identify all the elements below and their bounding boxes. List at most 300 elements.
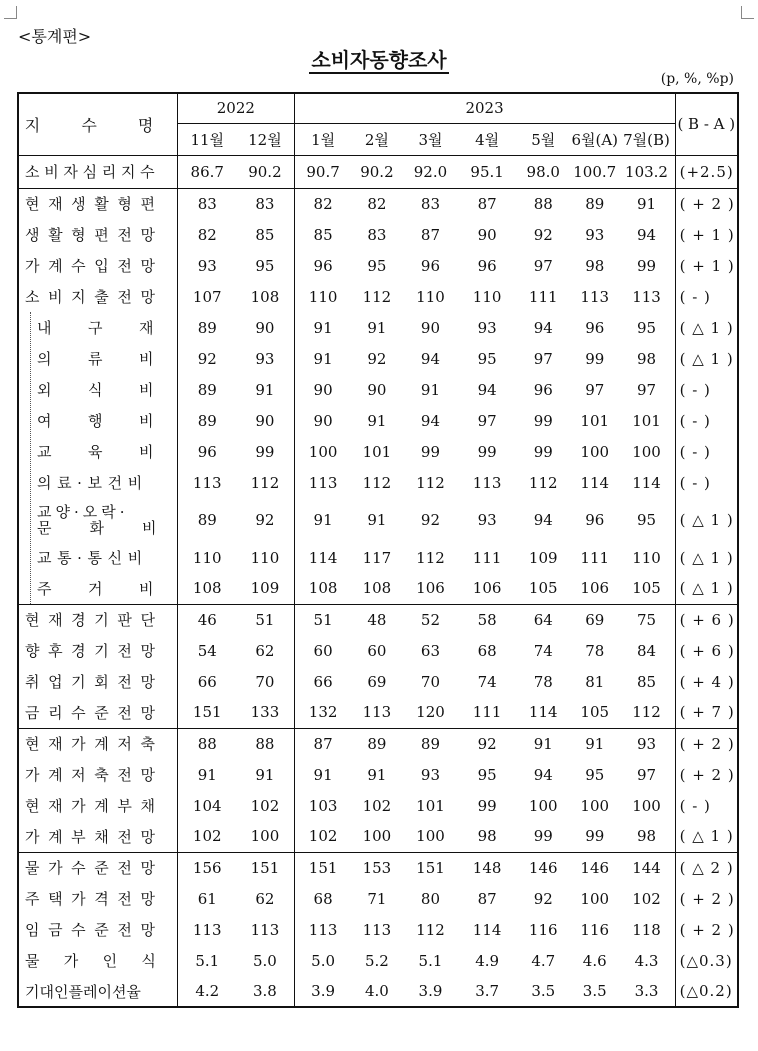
row-label-text: 교양·오락· [37, 503, 129, 521]
value-cell: 102 [236, 790, 294, 821]
value-cell: 87 [420, 225, 441, 244]
value-cell: 96 [477, 256, 497, 275]
value-cell: 93 [236, 343, 294, 374]
value-cell: 91 [618, 188, 675, 219]
value-cell: 5.1 [418, 951, 443, 970]
value-cell: 91 [236, 374, 294, 405]
diff-cell: (△0.2) [679, 982, 733, 1000]
value-cell: 113 [362, 703, 392, 722]
diff-cell: ( + 4 ) [679, 672, 735, 691]
value-cell: 90 [313, 380, 333, 399]
value-cell: 74 [477, 672, 497, 691]
value-cell: 91 [420, 380, 441, 399]
value-cell: 96 [420, 256, 441, 275]
value-cell: 91 [236, 759, 294, 790]
table-row [18, 883, 738, 914]
value-cell: 90 [477, 225, 497, 244]
value-cell: 111 [472, 548, 502, 567]
value-cell: 92 [533, 889, 553, 908]
value-cell: 51 [294, 604, 352, 635]
value-cell: 90.2 [236, 155, 294, 188]
row-label [18, 852, 178, 883]
value-cell: 97 [533, 256, 553, 275]
value-cell: 51 [236, 604, 294, 635]
value-cell: 99 [533, 827, 553, 846]
value-cell: 91 [367, 318, 387, 337]
value-cell: 112 [362, 473, 392, 492]
value-cell: 91 [367, 511, 387, 529]
value-cell: 3.8 [236, 976, 294, 1007]
value-cell: 113 [192, 920, 222, 939]
value-cell: 100 [618, 436, 675, 467]
row-label-text: 물가인식 [25, 952, 181, 970]
diff-cell: ( - ) [679, 411, 711, 430]
value-cell: 90 [367, 380, 387, 399]
value-cell: 85 [313, 225, 333, 244]
value-cell: 113 [192, 473, 222, 492]
diff-cell: ( △ 1 ) [679, 579, 734, 598]
value-cell: 68 [313, 889, 333, 908]
value-cell: 106 [416, 579, 445, 598]
value-cell: 100 [308, 442, 338, 461]
diff-cell: ( △ 1 ) [679, 349, 734, 368]
row-label [18, 281, 178, 312]
value-cell: 101 [580, 411, 610, 430]
table-row [18, 188, 738, 219]
row-label [18, 250, 178, 281]
value-cell: 101 [362, 442, 392, 461]
month-header: 12월 [236, 123, 294, 155]
value-cell: 103 [308, 796, 338, 815]
value-cell: 100 [580, 442, 610, 461]
value-cell: 4.7 [531, 951, 556, 970]
row-label-text: 주택가격전망 [25, 890, 164, 908]
row-label-text: 여행비 [37, 412, 190, 430]
value-cell: 80 [420, 889, 441, 908]
diff-cell: ( + 6 ) [679, 641, 735, 660]
row-label-text: 주거비 [37, 579, 190, 598]
value-cell: 89 [197, 411, 217, 430]
row-label-text: 현재가계저축 [25, 735, 164, 754]
value-cell: 94 [533, 318, 553, 337]
value-cell: 89 [197, 318, 217, 337]
table-row [18, 976, 738, 1007]
value-cell: 94 [618, 219, 675, 250]
row-label-text: 생활형편전망 [25, 226, 164, 244]
value-cell: 69 [571, 604, 618, 635]
diff-cell: ( - ) [679, 380, 711, 399]
value-cell: 90 [236, 405, 294, 436]
month-header: 5월 [515, 123, 571, 155]
value-cell: 87 [477, 889, 497, 908]
value-cell: 90 [236, 312, 294, 343]
row-label [18, 697, 178, 728]
row-label [18, 945, 181, 976]
value-cell: 94 [533, 511, 553, 529]
row-label [18, 666, 178, 697]
value-cell: 112 [416, 473, 445, 492]
value-cell: 114 [580, 473, 610, 492]
table-row [18, 945, 738, 976]
value-cell: 110 [236, 542, 294, 573]
value-cell: 113 [308, 473, 338, 492]
value-cell: 95.1 [459, 155, 516, 188]
value-cell: 96 [313, 256, 333, 275]
value-cell: 112 [416, 548, 445, 567]
value-cell: 83 [402, 188, 459, 219]
value-cell: 133 [236, 697, 294, 728]
value-cell: 3.3 [618, 976, 675, 1007]
value-cell: 99 [533, 442, 553, 461]
row-label [18, 914, 178, 945]
value-cell: 106 [580, 579, 610, 598]
value-cell: 144 [618, 852, 675, 883]
value-cell: 114 [618, 467, 675, 498]
value-cell: 78 [585, 641, 605, 660]
row-label [18, 573, 190, 604]
name-header-text: 지 수 명 [24, 115, 172, 135]
value-cell: 97 [533, 349, 553, 368]
table-row [18, 374, 738, 405]
row-label-text: 의류비 [37, 350, 190, 368]
value-cell: 91 [367, 765, 387, 784]
value-cell: 93 [477, 511, 497, 529]
value-cell: 92 [367, 349, 387, 368]
value-cell: 112 [528, 473, 558, 492]
value-cell: 112 [618, 697, 675, 728]
value-cell: 74 [533, 641, 553, 660]
value-cell: 95 [367, 256, 387, 275]
value-cell: 97 [618, 374, 675, 405]
value-cell: 90 [420, 318, 441, 337]
value-cell: 100 [580, 796, 610, 815]
value-cell: 148 [459, 852, 516, 883]
value-cell: 113 [362, 920, 392, 939]
value-cell: 112 [416, 920, 445, 939]
value-cell: 95 [585, 765, 605, 784]
diff-cell: ( + 7 ) [679, 703, 735, 722]
section-label: <통계편> [18, 27, 92, 46]
row-label [18, 436, 190, 467]
value-cell: 102 [362, 796, 392, 815]
value-cell: 91 [313, 765, 333, 784]
value-cell: 110 [472, 287, 502, 306]
year-header: 2022 [178, 93, 294, 123]
value-cell: 151 [294, 852, 352, 883]
value-cell: 94 [420, 349, 441, 368]
row-label [18, 883, 178, 914]
value-cell: 111 [580, 548, 610, 567]
value-cell: 75 [618, 604, 675, 635]
value-cell: 101 [416, 796, 445, 815]
diff-cell: ( - ) [679, 287, 711, 306]
value-cell: 99 [236, 436, 294, 467]
value-cell: 98.0 [515, 155, 571, 188]
value-cell: 82 [352, 188, 402, 219]
value-cell: 111 [472, 703, 502, 722]
month-header: 2월 [352, 123, 402, 155]
value-cell: 4.3 [618, 945, 675, 976]
diff-cell: ( - ) [679, 442, 711, 461]
row-label [18, 374, 190, 405]
value-cell: 81 [585, 672, 605, 691]
value-cell: 120 [416, 703, 445, 722]
year-header: 2023 [294, 93, 675, 123]
value-cell: 89 [197, 511, 217, 529]
table-row [18, 250, 738, 281]
row-label-text: 교육비 [37, 443, 190, 461]
value-cell: 99 [533, 411, 553, 430]
value-cell: 93 [585, 225, 605, 244]
value-cell: 85 [236, 219, 294, 250]
value-cell: 92 [236, 498, 294, 542]
table-row [18, 666, 738, 697]
table-row [18, 635, 738, 666]
diff-header: ( B - A ) [675, 93, 738, 155]
value-cell: 105 [580, 703, 610, 722]
value-cell: 146 [515, 852, 571, 883]
value-cell: 87 [459, 188, 516, 219]
row-label [18, 312, 190, 343]
diff-cell: (+2.5) [675, 155, 738, 188]
value-cell: 92 [533, 225, 553, 244]
value-cell: 85 [618, 666, 675, 697]
value-cell: 63 [420, 641, 441, 660]
value-cell: 113 [236, 914, 294, 945]
value-cell: 70 [420, 672, 441, 691]
row-label-text: 물가수준전망 [25, 859, 164, 878]
value-cell: 89 [402, 728, 459, 759]
table-row [18, 852, 738, 883]
table-row [18, 498, 738, 542]
value-cell: 96 [585, 318, 605, 337]
document-title-text: 소비자동향조사 [311, 48, 447, 72]
row-label-text: 현재생활형편 [25, 195, 164, 214]
row-label [18, 976, 178, 1007]
value-cell: 60 [313, 641, 333, 660]
value-cell: 91 [367, 411, 387, 430]
table-row [18, 467, 738, 498]
row-label-text: 소비지출전망 [25, 288, 164, 306]
value-cell: 113 [308, 920, 338, 939]
value-cell: 86.7 [178, 155, 237, 188]
value-cell: 94 [533, 765, 553, 784]
value-cell: 94 [477, 380, 497, 399]
value-cell: 91 [313, 349, 333, 368]
row-label-text: 의료·보건비 [37, 474, 148, 492]
diff-cell: ( - ) [679, 473, 711, 492]
value-cell: 94 [420, 411, 441, 430]
value-cell: 114 [528, 703, 558, 722]
value-cell: 97 [477, 411, 497, 430]
row-label [18, 821, 178, 852]
value-cell: 91 [571, 728, 618, 759]
value-cell: 97 [585, 380, 605, 399]
value-cell: 132 [308, 703, 338, 722]
value-cell: 108 [192, 579, 222, 598]
value-cell: 82 [197, 225, 217, 244]
value-cell: 102 [192, 827, 222, 846]
page-corner-mark-right [741, 6, 754, 19]
value-cell: 88 [236, 728, 294, 759]
value-cell: 99 [585, 349, 605, 368]
value-cell: 110 [618, 542, 675, 573]
value-cell: 83 [236, 188, 294, 219]
value-cell: 83 [178, 188, 237, 219]
table-row [18, 728, 738, 759]
value-cell: 54 [197, 641, 217, 660]
value-cell: 93 [420, 765, 441, 784]
value-cell: 66 [197, 672, 217, 691]
value-cell: 108 [308, 579, 338, 598]
table-row [18, 697, 738, 728]
value-cell: 108 [236, 281, 294, 312]
month-header: 11월 [178, 123, 237, 155]
diff-cell: ( △ 1 ) [679, 318, 734, 337]
value-cell: 3.9 [311, 982, 336, 1000]
row-label [18, 155, 178, 188]
row-label [18, 542, 178, 573]
value-cell: 110 [416, 287, 445, 306]
value-cell: 91 [313, 318, 333, 337]
value-cell: 151 [236, 852, 294, 883]
value-cell: 96 [533, 380, 553, 399]
value-cell: 104 [192, 796, 222, 815]
value-cell: 62 [236, 635, 294, 666]
month-header: 6월(A) [571, 123, 618, 155]
row-label [18, 343, 190, 374]
value-cell: 100 [528, 796, 558, 815]
value-cell: 98 [585, 256, 605, 275]
row-label-text: 내구재 [37, 319, 190, 337]
value-cell: 98 [618, 821, 675, 852]
row-label [18, 219, 178, 250]
value-cell: 151 [192, 703, 222, 722]
value-cell: 95 [477, 349, 497, 368]
table-row [18, 759, 738, 790]
value-cell: 96 [585, 511, 605, 529]
value-cell: 5.0 [236, 945, 294, 976]
row-label [18, 188, 178, 219]
table-row [18, 790, 738, 821]
row-label [18, 405, 190, 436]
value-cell: 113 [580, 287, 610, 306]
value-cell: 91 [197, 765, 217, 784]
month-header: 7월(B) [618, 123, 675, 155]
value-cell: 4.9 [475, 951, 500, 970]
value-cell: 110 [192, 548, 222, 567]
value-cell: 95 [236, 250, 294, 281]
value-cell: 84 [618, 635, 675, 666]
diff-cell: ( △ 2 ) [675, 852, 738, 883]
page-corner-mark-left [4, 6, 17, 19]
table-row [18, 821, 738, 852]
header-row-years [18, 93, 738, 123]
table-row [18, 312, 738, 343]
table-row [18, 343, 738, 374]
value-cell: 102 [308, 827, 338, 846]
diff-cell: ( + 6 ) [675, 604, 738, 635]
value-cell: 90 [313, 411, 333, 430]
value-cell: 105 [528, 579, 558, 598]
value-cell: 66 [313, 672, 333, 691]
value-cell: 156 [178, 852, 237, 883]
row-label-text: 소비자심리지수 [25, 163, 160, 181]
table-row [18, 436, 738, 467]
value-cell: 5.2 [364, 951, 389, 970]
value-cell: 109 [236, 573, 294, 604]
row-label-text: 현재경기판단 [25, 611, 164, 630]
value-cell: 114 [308, 548, 338, 567]
diff-cell: ( + 1 ) [679, 256, 735, 275]
value-cell: 153 [352, 852, 402, 883]
row-label-text: 임금수준전망 [25, 921, 164, 939]
value-cell: 4.2 [195, 982, 220, 1000]
value-cell: 93 [618, 728, 675, 759]
diff-cell: ( △ 1 ) [679, 827, 734, 846]
row-label-text: 금리수준전망 [25, 703, 164, 722]
value-cell: 5.1 [195, 951, 220, 970]
value-cell: 151 [402, 852, 459, 883]
value-cell: 106 [472, 579, 502, 598]
value-cell: 111 [528, 287, 558, 306]
value-cell: 117 [362, 548, 392, 567]
value-cell: 92 [459, 728, 516, 759]
value-cell: 105 [618, 573, 675, 604]
row-label-text: 교통·통신비 [37, 549, 148, 567]
table-row [18, 542, 738, 573]
table-row [18, 219, 738, 250]
value-cell: 90.7 [294, 155, 352, 188]
value-cell: 83 [367, 225, 387, 244]
diff-cell: ( + 1 ) [679, 225, 735, 244]
value-cell: 116 [528, 920, 558, 939]
value-cell: 116 [580, 920, 610, 939]
value-cell: 5.0 [311, 951, 336, 970]
table-row [18, 573, 738, 604]
value-cell: 113 [472, 473, 502, 492]
value-cell: 99 [420, 442, 441, 461]
value-cell: 48 [352, 604, 402, 635]
table-row [18, 281, 738, 312]
value-cell: 96 [197, 442, 217, 461]
value-cell: 46 [178, 604, 237, 635]
value-cell: 100 [580, 889, 610, 908]
value-cell: 97 [618, 759, 675, 790]
value-cell: 114 [472, 920, 502, 939]
diff-cell: ( + 2 ) [675, 728, 738, 759]
row-label [18, 635, 178, 666]
value-cell: 88 [178, 728, 237, 759]
month-header: 3월 [402, 123, 459, 155]
diff-cell: ( + 2 ) [675, 188, 738, 219]
value-cell: 112 [362, 287, 392, 306]
value-cell: 87 [294, 728, 352, 759]
row-label [18, 728, 178, 759]
value-cell: 93 [197, 256, 217, 275]
value-cell: 61 [197, 889, 217, 908]
value-cell: 4.6 [582, 951, 607, 970]
value-cell: 68 [477, 641, 497, 660]
row-label [18, 498, 195, 542]
value-cell: 100 [618, 790, 675, 821]
row-label [18, 467, 178, 498]
value-cell: 109 [528, 548, 558, 567]
value-cell: 3.7 [475, 982, 500, 1000]
value-cell: 92 [197, 349, 217, 368]
value-cell: 98 [618, 343, 675, 374]
value-cell: 100 [236, 821, 294, 852]
